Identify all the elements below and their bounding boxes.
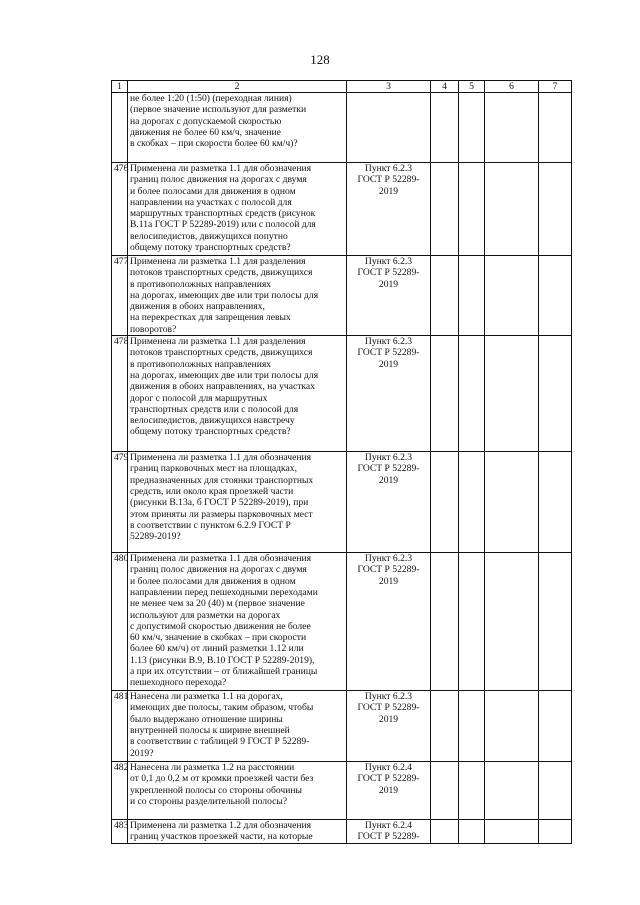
question-line: на дорогах с допускаемой скоростью [130,115,282,127]
question-line: границ полос движения на дорогах с двумя [130,564,307,576]
empty-cell-col-5 [459,163,485,256]
reference-line: ГОСТ Р 52289- [357,702,420,714]
row-question [128,762,347,820]
row-question [128,163,347,256]
table-row [112,553,572,691]
row-reference [347,691,431,762]
empty-cell-col-5 [459,762,485,820]
reference-line: 2019 [378,185,399,197]
reference-line: ГОСТ Р 52289- [357,831,420,843]
reference-line: ГОСТ Р 52289- [357,773,420,785]
row-question [128,452,347,553]
empty-cell-col-4 [431,691,459,762]
empty-cell-col-4 [431,256,459,336]
empty-cell-col-7 [539,691,572,762]
reference-line: Пункт 6.2.3 [364,452,413,464]
row-question [128,256,347,336]
column-header-2: 2 [128,81,347,93]
question-line: Применена ли разметка 1.1 для обозначения [130,452,312,464]
question-line: Применена ли разметка 1.2 для обозначения [130,820,312,832]
question-line: на перекрестках для запрещения левых [130,312,291,324]
question-line: в противоположных направлениях [130,358,272,370]
row-question [128,691,347,762]
question-line: Применена ли разметка 1.1 для обозначения [130,163,312,174]
empty-cell-col-7 [539,93,572,163]
empty-cell-col-6 [485,93,539,163]
reference-line: 2019 [378,278,399,290]
question-line: предназначенных для стоянки транспортных [130,474,314,486]
row-question [128,820,347,844]
question-line: границ полос движения на дорогах с двумя [130,174,307,186]
question-line: было выдержано отношение ширины [130,713,283,725]
question-line: 60 км/ч, значение в скобках – при скорости [130,632,307,644]
empty-cell-col-5 [459,820,485,844]
empty-cell-col-6 [485,553,539,691]
row-number: 478 [112,336,128,452]
question-line: 1.13 (рисунки В.9, В.10 ГОСТ Р 52289-2019), [130,654,315,666]
empty-cell-col-6 [485,452,539,553]
question-line: используют для разметки на дорогах [130,609,281,621]
empty-cell-col-7 [539,553,572,691]
column-header-7: 7 [539,81,572,93]
question-line: границ парковочных мест на площадках, [130,463,297,475]
empty-cell-col-6 [485,820,539,844]
reference-line: ГОСТ Р 52289- [357,174,420,186]
empty-cell-col-4 [431,762,459,820]
question-line: велосипедистов, движущихся навстречу [130,415,295,427]
table-row [112,256,572,336]
reference-line: Пункт 6.2.3 [364,336,413,348]
empty-cell-col-5 [459,93,485,163]
question-line: Применена ли разметка 1.1 для разделения [130,336,306,348]
empty-cell-col-5 [459,256,485,336]
reference-line: ГОСТ Р 52289- [357,564,420,576]
question-line: на дорогах, имеющих две или три полосы для [130,369,319,381]
empty-cell-col-4 [431,452,459,553]
table-row [112,452,572,553]
row-question [128,93,347,163]
question-line: и со стороны разделительной полосы? [130,795,288,807]
table-row [112,762,572,820]
empty-cell-col-6 [485,256,539,336]
row-reference [347,93,431,163]
row-question [128,336,347,452]
column-header-4: 4 [431,81,459,93]
row-number: 483 [112,820,128,844]
question-line: Нанесена ли разметка 1.2 на расстоянии [130,762,295,774]
row-reference [347,256,431,336]
question-line: имеющих две полосы, таким образом, чтобы [130,702,314,714]
row-question [128,553,347,691]
reference-line: ГОСТ Р 52289- [357,463,420,475]
question-line: и более полосами для движения в одном [130,575,296,587]
reference-line: 2019 [378,713,399,725]
checklist-table [111,80,572,844]
page-number: 128 [310,52,330,67]
question-line: потоков транспортных средств, движущихся [130,267,313,279]
row-number [112,93,128,163]
question-line: внутренней полосы к ширине внешней [130,724,290,736]
empty-cell-col-7 [539,163,572,256]
reference-line: Пункт 6.2.3 [364,691,413,703]
empty-cell-col-4 [431,163,459,256]
row-number: 476 [112,163,128,256]
question-line: транспортных средств или с полосой для [130,403,299,415]
question-line: более 60 км/ч) от линий разметки 1.12 или [130,643,304,655]
reference-line: Пункт 6.2.3 [364,256,413,267]
reference-line: Пункт 6.2.4 [364,820,413,832]
reference-line: Пункт 6.2.3 [364,553,413,565]
reference-line: 2019 [378,575,399,587]
column-header-6: 6 [485,81,539,93]
question-line: с допустимой скоростью движения не более [130,620,311,632]
question-line: дорог с полосой для маршрутных [130,392,268,404]
row-reference [347,452,431,553]
question-line: направлении на участках с полосой для [130,196,292,208]
table-row [112,163,572,256]
reference-line: Пункт 6.2.3 [364,163,413,174]
table-row [112,820,572,844]
question-line: на дорогах, имеющих две или три полосы для [130,289,319,301]
question-line: этом приняты ли размеры парковочных мест [130,508,313,520]
question-line: границ участков проезжей части, на которые [130,831,313,843]
row-number: 481 [112,691,128,762]
row-reference [347,762,431,820]
question-line: направлении перед пешеходными переходами [130,586,318,598]
reference-line: 2019 [378,784,399,796]
question-line: Нанесена ли разметка 1.1 на дорогах, [130,691,283,703]
empty-cell-col-7 [539,820,572,844]
table-row [112,93,572,163]
row-reference [347,820,431,844]
question-line: от 0,1 до 0,2 м от кромки проезжей части без [130,773,314,785]
empty-cell-col-4 [431,93,459,163]
reference-line: ГОСТ Р 52289- [357,267,420,279]
question-line: средств, или около края проезжей части [130,485,294,497]
table-body [112,93,572,844]
reference-line: ГОСТ Р 52289- [357,347,420,359]
question-line: в соответствии с пунктом 6.2.9 ГОСТ Р [130,519,291,531]
question-line: маршрутных транспортных средств (рисунок [130,208,316,220]
question-line: поворотов? [130,323,177,335]
reference-line: Пункт 6.2.4 [364,762,413,774]
table-row [112,691,572,762]
empty-cell-col-6 [485,691,539,762]
empty-cell-col-5 [459,553,485,691]
question-line: в скобках – при скорости более 60 км/ч)? [130,138,298,150]
table-row [112,336,572,452]
question-line: велосипедистов, движущихся попутно [130,230,288,242]
empty-cell-col-7 [539,452,572,553]
question-line: общему потоку транспортных средств? [130,242,291,254]
question-line: пешеходного перехода? [130,677,227,689]
question-line: Применена ли разметка 1.1 для разделения [130,256,306,267]
empty-cell-col-7 [539,762,572,820]
question-line: не менее чем за 20 (40) м (первое значение [130,598,305,610]
empty-cell-col-4 [431,820,459,844]
reference-line: 2019 [378,358,399,370]
empty-cell-col-5 [459,336,485,452]
question-line: не более 1:20 (1:50) (переходная линия) [130,93,292,104]
question-line: движения не более 60 км/ч, значение [130,126,281,138]
empty-cell-col-6 [485,336,539,452]
question-line: укрепленной полосы со стороны обочины [130,784,302,796]
question-line: в соответствии с таблицей 9 ГОСТ Р 52289- [130,736,310,748]
question-line: в противоположных направлениях [130,278,272,290]
question-line: и более полосами для движения в одном [130,185,296,197]
question-line: 2019? [130,747,154,759]
question-line: 52289-2019? [130,531,181,543]
column-header-1: 1 [112,81,128,93]
empty-cell-col-6 [485,762,539,820]
empty-cell-col-7 [539,256,572,336]
question-line: движения в обоих направлениях, на участках [130,381,315,393]
question-line: потоков транспортных средств, движущихся [130,347,313,359]
reference-line: 2019 [378,474,399,486]
row-number: 479 [112,452,128,553]
question-line: (рисунки В.13а, б ГОСТ Р 52289-2019), при [130,497,309,509]
empty-cell-col-5 [459,691,485,762]
question-line: В.11а ГОСТ Р 52289-2019) или с полосой для [130,219,316,231]
column-header-5: 5 [459,81,485,93]
empty-cell-col-7 [539,336,572,452]
column-header-3: 3 [347,81,431,93]
row-number: 482 [112,762,128,820]
row-reference [347,553,431,691]
question-line: (первое значение используют для разметки [130,104,307,116]
empty-cell-col-6 [485,163,539,256]
empty-cell-col-4 [431,336,459,452]
question-line: а при их отсутствии – от ближайшей границы [130,666,318,678]
question-line: движения в обоих направлениях, [130,301,265,313]
empty-cell-col-5 [459,452,485,553]
row-reference [347,163,431,256]
header-row [112,81,572,93]
question-line: Применена ли разметка 1.1 для обозначения [130,553,312,565]
empty-cell-col-4 [431,553,459,691]
row-reference [347,336,431,452]
question-line: общему потоку транспортных средств? [130,426,291,438]
row-number: 480 [112,553,128,691]
row-number: 477 [112,256,128,336]
